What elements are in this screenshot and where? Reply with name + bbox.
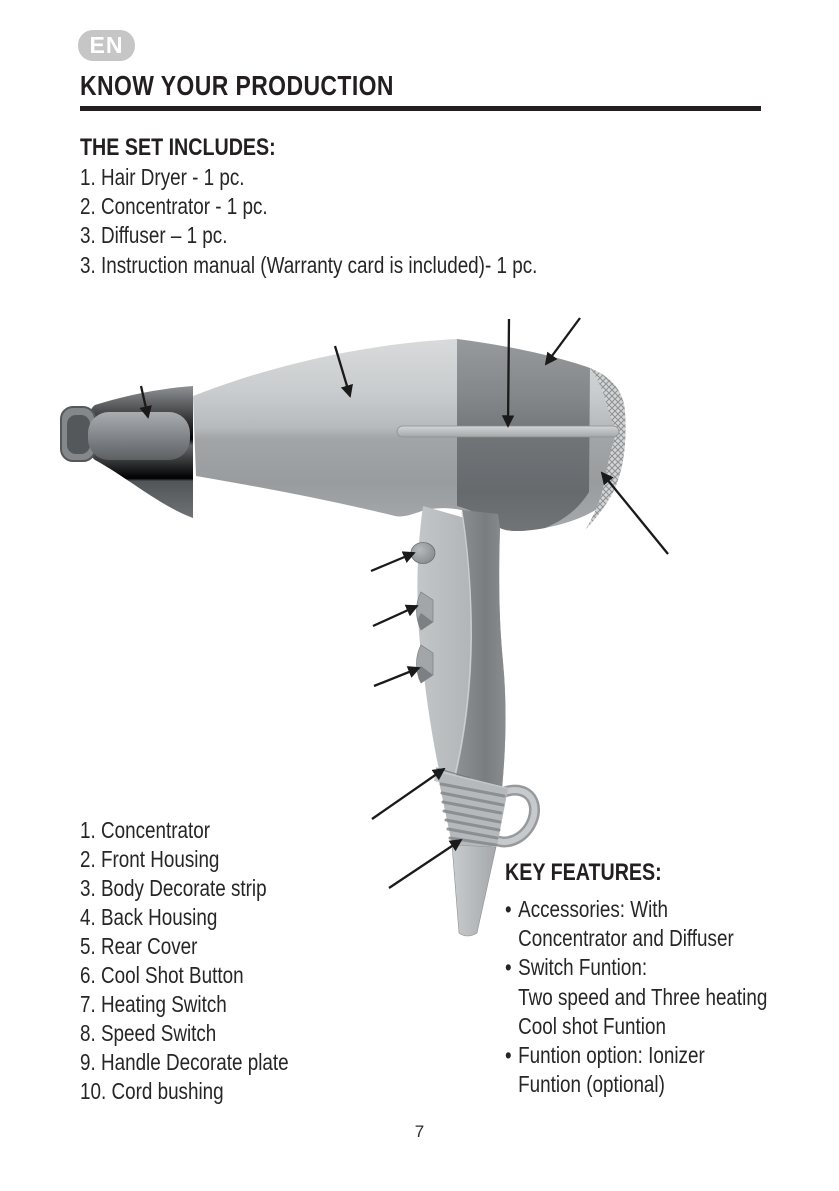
rear-cover-mesh xyxy=(585,368,625,530)
language-badge-label: EN xyxy=(89,32,124,58)
arrow-front-housing xyxy=(335,346,350,396)
arrow-concentrator xyxy=(141,386,148,417)
parts-list-item: 1. Concentrator xyxy=(80,817,210,843)
parts-list-item: 9. Handle Decorate plate xyxy=(80,1049,289,1075)
arrow-speed-switch xyxy=(374,668,419,686)
key-features-row xyxy=(505,1070,767,1099)
key-features-row xyxy=(505,1012,767,1041)
key-features-row xyxy=(505,983,767,1012)
set-includes-item: 3. Diffuser – 1 pc. xyxy=(80,222,228,249)
parts-list-item: 8. Speed Switch xyxy=(80,1020,217,1046)
heating-switch xyxy=(417,592,434,630)
key-features-text: Funtion (optional) xyxy=(518,1071,665,1098)
key-features-row xyxy=(505,1041,767,1070)
key-features-text: Concentrator and Diffuser xyxy=(518,925,734,952)
page-number: 7 xyxy=(414,1122,425,1141)
parts-list-item: 6. Cool Shot Button xyxy=(80,962,244,988)
key-features-text: Cool shot Funtion xyxy=(518,1012,666,1039)
bullet-glyph xyxy=(505,1012,518,1041)
set-includes-list xyxy=(80,163,537,280)
key-features-text: Two speed and Three heating xyxy=(518,983,768,1010)
arrow-body-decorate-strip xyxy=(508,319,509,426)
set-includes-item: 3. Instruction manual (Warranty card is included)- 1 pc. xyxy=(80,251,538,278)
power-cord xyxy=(452,845,496,936)
parts-list-item: 5. Rear Cover xyxy=(80,933,198,959)
key-features-row xyxy=(505,895,767,924)
bullet-glyph: • xyxy=(505,896,512,922)
body-decorate-strip xyxy=(397,426,619,437)
arrow-back-housing xyxy=(546,318,580,364)
handle-decorate-plate xyxy=(455,510,506,789)
bullet-glyph: • xyxy=(505,1042,512,1069)
key-features-row xyxy=(505,953,767,982)
callout-arrows xyxy=(141,318,668,888)
parts-list-item: 2. Front Housing xyxy=(80,846,220,872)
key-features-row xyxy=(505,924,767,953)
key-features-text: Accessories: With xyxy=(518,896,668,922)
title-rule xyxy=(80,106,761,111)
key-features-section xyxy=(505,858,767,1099)
language-badge xyxy=(78,30,135,61)
front-housing xyxy=(193,339,625,531)
arrow-cord-bushing xyxy=(389,840,461,888)
key-features-heading: KEY FEATURES: xyxy=(505,859,662,886)
cool-shot-button xyxy=(411,543,435,564)
parts-list-item: 10. Cord bushing xyxy=(80,1078,224,1104)
set-includes-item: 2. Concentrator - 1 pc. xyxy=(80,193,268,220)
bullet-glyph xyxy=(505,1070,518,1099)
key-features-text: Funtion option: Ionizer xyxy=(518,1042,705,1069)
hang-loop xyxy=(491,790,535,842)
bullet-glyph xyxy=(505,924,518,953)
parts-list-item: 7. Heating Switch xyxy=(80,991,227,1017)
key-features-list xyxy=(505,895,767,1099)
handle xyxy=(417,506,505,789)
set-includes-heading: THE SET INCLUDES: xyxy=(80,134,276,161)
bullet-glyph xyxy=(505,983,518,1012)
set-includes-section xyxy=(80,133,537,280)
page-title: KNOW YOUR PRODUCTION xyxy=(80,70,394,101)
parts-list-item: 4. Back Housing xyxy=(80,904,218,930)
set-includes-item: 1. Hair Dryer - 1 pc. xyxy=(80,164,245,190)
arrow-rear-cover xyxy=(602,473,668,554)
arrow-cool-shot-button xyxy=(371,553,414,571)
parts-list-item: 3. Body Decorate strip xyxy=(80,875,267,901)
speed-switch xyxy=(417,645,434,683)
arrow-heating-switch xyxy=(373,606,417,626)
key-features-text: Switch Funtion: xyxy=(518,954,648,981)
concentrator-nozzle xyxy=(61,386,193,518)
bullet-glyph: • xyxy=(505,954,512,981)
back-housing xyxy=(457,339,590,531)
parts-list xyxy=(80,816,289,1106)
cord-bushing xyxy=(434,770,509,849)
arrow-handle-decorate-plate xyxy=(372,769,444,819)
